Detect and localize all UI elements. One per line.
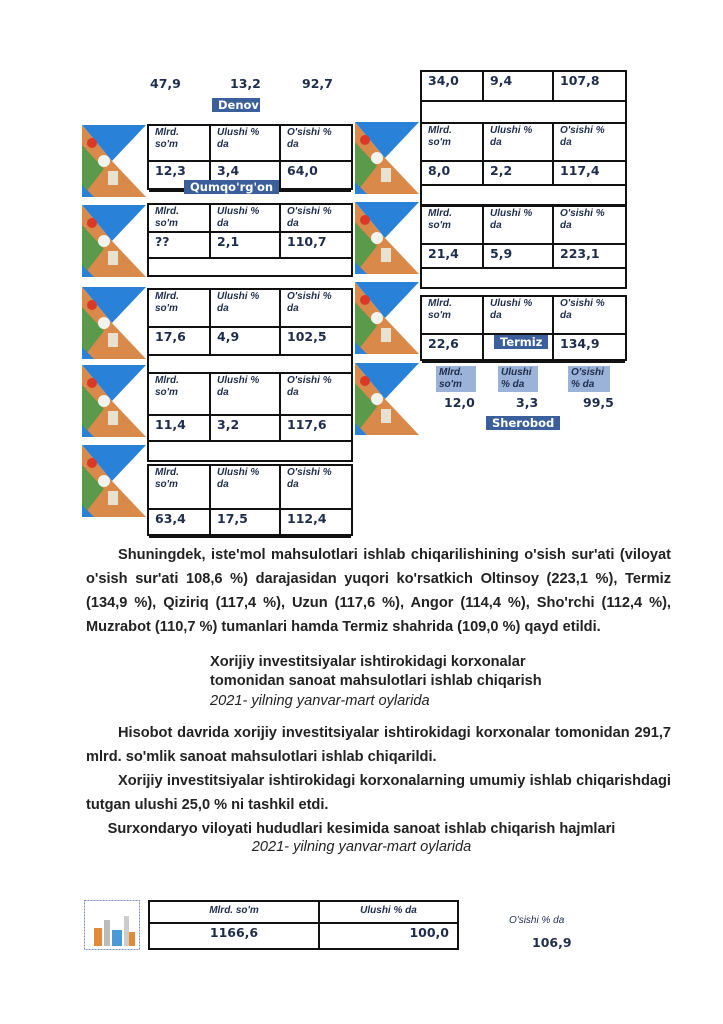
food-products-icon bbox=[82, 125, 146, 197]
right-4-header-ulush: Ulushi % da bbox=[484, 297, 554, 333]
paragraph-share: Xorijiy investitsiyalar ishtirokidagi korxonalarning umumiy ishlab chiqarishdagi tutgan ulushi 25,0 % ni tashkil etdi. bbox=[86, 773, 671, 813]
left-4-table bbox=[147, 372, 353, 462]
sherobod-value-mlrd: 12,0 bbox=[444, 395, 475, 410]
right-2-table bbox=[420, 122, 627, 206]
paragraph-report: Hisobot davrida xorijiy investitsiyalar ishtirokidagi korxonalar tomonidan 291,7 mlrd. so'mlik sanoat mahsulotlari ishlab chiqarildi. bbox=[86, 725, 671, 765]
right-3-header-row bbox=[422, 207, 625, 245]
left-5-table bbox=[147, 464, 353, 536]
left-2-value-ulush: 2,1 bbox=[211, 233, 281, 257]
left-1-value-osish: 64,0 bbox=[287, 163, 318, 178]
sherobod-header-osish: O'sishi % da bbox=[568, 366, 610, 392]
right-2-value-ulush: 2,2 bbox=[484, 162, 554, 184]
food-products-icon bbox=[355, 122, 419, 194]
left-3-value-row bbox=[149, 328, 351, 356]
left-4-header-mlrd: Mlrd. so'm bbox=[149, 374, 211, 414]
left-5-value-mlrd: 63,4 bbox=[149, 510, 211, 536]
right-1-value-mlrd: 34,0 bbox=[422, 72, 484, 100]
left-3-header-mlrd: Mlrd. so'm bbox=[149, 290, 211, 326]
sherobod-value-ulush: 3,3 bbox=[516, 395, 539, 410]
total-header-ulush: Ulushi % da bbox=[360, 905, 417, 916]
right-4-value-osish: 134,9 bbox=[560, 336, 600, 351]
total-header-osish: O'sishi % da bbox=[509, 915, 565, 926]
right-2-header-ulush: Ulushi % da bbox=[484, 124, 554, 160]
right-2-header-mlrd: Mlrd. so'm bbox=[422, 124, 484, 160]
left-3-value-mlrd: 17,6 bbox=[149, 328, 211, 354]
left-1-value-ulush: 3,4 bbox=[211, 162, 281, 190]
label-sherobod: Sherobod bbox=[486, 416, 560, 430]
paragraph-consumer-goods: Shuningdek, iste'mol mahsulotlari ishlab chiqarilishining o'sish sur'ati (viloyat o'sish sur'ati 108,6 %) darajasidan yuqori ko'rsatkich Oltinsoy (223,1 %), Termiz (134,9 %), Qiziriq (117,4 %), Uzun (117,6 %), Angor (114,4 %), Sho'rchi (112,4 %), Muzrabot (110,7 %) tumanlari hamda Termiz shahrida (109,0 %) qayd etildi. bbox=[86, 547, 671, 635]
right-3-table bbox=[420, 205, 627, 289]
sherobod-value-osish: 99,5 bbox=[583, 395, 614, 410]
left-4-header-row bbox=[149, 374, 351, 416]
left-1-header-mlrd: Mlrd. so'm bbox=[149, 126, 211, 160]
left-5-header-row bbox=[149, 466, 351, 510]
left-3-header-ulush: Ulushi % da bbox=[211, 290, 281, 326]
right-3-header-ulush: Ulushi % da bbox=[484, 207, 554, 243]
heading-foreign-1: Xorijiy investitsiyalar ishtirokidagi korxonalar bbox=[210, 654, 526, 670]
left-5-header-ulush: Ulushi % da bbox=[211, 466, 281, 508]
right-1-value-ulush: 9,4 bbox=[484, 72, 554, 100]
left-1-value-mlrd: 12,3 bbox=[149, 162, 211, 190]
right-2-header-row bbox=[422, 124, 625, 162]
right-4-header-mlrd: Mlrd. so'm bbox=[422, 297, 484, 333]
left-2-value-osish: 110,7 bbox=[287, 234, 327, 249]
left-3-table bbox=[147, 288, 353, 374]
left-3-header-osish: O'sishi % da bbox=[287, 291, 332, 314]
right-2-header-osish: O'sishi % da bbox=[560, 125, 605, 148]
heading-foreign-2: tomonidan sanoat mahsulotlari ishlab chiqarish bbox=[210, 673, 542, 689]
food-products-icon bbox=[82, 205, 146, 277]
left-5-value-osish: 112,4 bbox=[287, 511, 327, 526]
total-value-osish: 106,9 bbox=[532, 935, 572, 950]
right-3-header-osish: O'sishi % da bbox=[560, 208, 605, 231]
total-value-mlrd: 1166,6 bbox=[150, 924, 320, 948]
food-products-icon bbox=[355, 282, 419, 354]
food-products-icon bbox=[355, 363, 419, 435]
left-4-value-osish: 117,6 bbox=[287, 417, 327, 432]
left-4-header-ulush: Ulushi % da bbox=[211, 374, 281, 414]
right-1-value-row bbox=[422, 72, 625, 102]
factory-icon bbox=[84, 900, 140, 950]
top-value-mlrd: 47,9 bbox=[150, 76, 181, 91]
left-2-header-osish: O'sishi % da bbox=[287, 206, 332, 229]
right-1-value-osish: 107,8 bbox=[560, 73, 600, 88]
right-4-table bbox=[420, 295, 627, 361]
left-3-header-row bbox=[149, 290, 351, 328]
left-5-value-row bbox=[149, 510, 351, 538]
right-3-value-osish: 223,1 bbox=[560, 246, 600, 261]
total-value-ulush: 100,0 bbox=[409, 925, 449, 940]
left-4-value-row bbox=[149, 416, 351, 442]
sherobod-header-ulush: Ulushi % da bbox=[498, 366, 538, 392]
total-header-mlrd: Mlrd. so'm bbox=[150, 902, 320, 922]
right-4-header-row bbox=[422, 297, 625, 335]
top-value-ulush: 13,2 bbox=[230, 76, 261, 91]
left-3-value-osish: 102,5 bbox=[287, 329, 327, 344]
label-termiz: Termiz bbox=[494, 335, 548, 349]
left-2-header-ulush: Ulushi % da bbox=[211, 205, 281, 231]
right-2-value-row bbox=[422, 162, 625, 186]
right-3-value-ulush: 5,9 bbox=[484, 245, 554, 267]
right-2-value-mlrd: 8,0 bbox=[422, 162, 484, 184]
left-4-header-osish: O'sishi % da bbox=[287, 375, 332, 398]
right-3-value-row bbox=[422, 245, 625, 269]
label-qumqorgon: Qumqo'rg'on bbox=[184, 180, 279, 194]
right-3-value-mlrd: 21,4 bbox=[422, 245, 484, 267]
left-2-value-row bbox=[149, 233, 351, 259]
heading-regions: Surxondaryo viloyati hududlari kesimida sanoat ishlab chiqarish hajmlari bbox=[107, 821, 616, 837]
right-1-table bbox=[420, 70, 627, 124]
heading-regions-period: 2021- yilning yanvar-mart oylarida bbox=[251, 839, 472, 855]
left-5-value-ulush: 17,5 bbox=[211, 510, 281, 536]
food-products-icon bbox=[82, 287, 146, 359]
left-1-header-ulush: Ulushi % da bbox=[211, 126, 281, 160]
left-1-header-osish: O'sishi % da bbox=[287, 127, 332, 150]
left-4-value-mlrd: 11,4 bbox=[149, 416, 211, 440]
left-4-value-ulush: 3,2 bbox=[211, 416, 281, 440]
right-4-value-mlrd: 22,6 bbox=[422, 335, 484, 361]
food-products-icon bbox=[355, 202, 419, 274]
right-3-header-mlrd: Mlrd. so'm bbox=[422, 207, 484, 243]
right-2-value-osish: 117,4 bbox=[560, 163, 600, 178]
label-denov: Denov bbox=[212, 98, 260, 112]
left-2-header-row bbox=[149, 205, 351, 233]
right-4-header-osish: O'sishi % da bbox=[560, 298, 605, 321]
food-products-icon bbox=[82, 445, 146, 517]
top-value-osish: 92,7 bbox=[302, 76, 333, 91]
left-2-header-mlrd: Mlrd. so'm bbox=[149, 205, 211, 231]
left-5-header-mlrd: Mlrd. so'm bbox=[149, 466, 211, 508]
food-products-icon bbox=[82, 365, 146, 437]
left-2-table bbox=[147, 203, 353, 277]
sherobod-header-mlrd: Mlrd. so'm bbox=[436, 366, 476, 392]
left-1-header-row bbox=[149, 126, 351, 162]
heading-foreign-period: 2021- yilning yanvar-mart oylarida bbox=[210, 693, 430, 709]
total-table bbox=[148, 900, 459, 950]
left-2-value-mlrd: ?? bbox=[149, 233, 211, 257]
left-3-value-ulush: 4,9 bbox=[211, 328, 281, 354]
left-5-header-osish: O'sishi % da bbox=[287, 467, 332, 490]
